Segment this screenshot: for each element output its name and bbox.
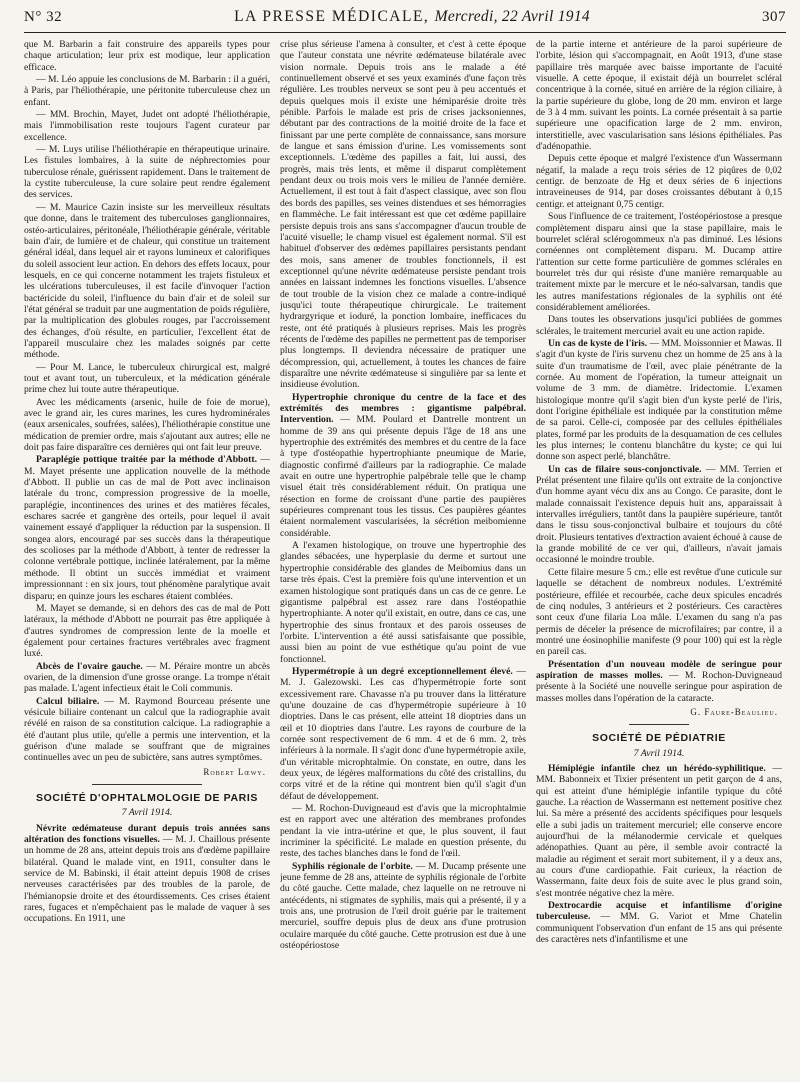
page-number: 307	[761, 9, 786, 25]
column-2	[280, 39, 526, 1079]
paragraph	[24, 696, 270, 764]
paragraph	[24, 823, 270, 925]
paragraph: Depuis cette époque et malgré l'existence d'un Wassermann négatif, la malade a reçu trois séries de 12 piqûres de 0,02 centigr. de benzoate de Hg et deux séries de 6 injections intraveineuses de 914, par doses croissantes débutant à 0,15 centigr. et atteignant 0,75 centigr.	[536, 153, 782, 210]
paragraph: M. Mayet se demande, si en dehors des cas de mal de Pott latéraux, la méthode d'Abbott ne pourrait pas être appliquée à d'autres syndromes de compression lente de la moelle et également pour certaines fractures vertébrales avec fragment luxé.	[24, 602, 270, 660]
paragraph-text: — M. Raymond Bourceau présente une vésicule biliaire contenant un calcul que la radiographie avait révélé en raison de sa constitution calcique. La radiographie a été d'autant plus utile, qu'elle a permis une intervention, et la guérison d'une malade se souffrant que de migraines continuelles avec un peu de subictère, sans autres symptômes.	[24, 695, 270, 764]
subsection-heading: Hypermétropie à un degré exceptionnellement élevé.	[292, 665, 513, 677]
paragraph	[536, 763, 782, 899]
subsection-heading: Dextrocardie acquise et infantilisme d'origine tuberculeuse.	[536, 900, 782, 923]
paragraph: Cette filaire mesure 5 cm.; elle est revêtue d'une cuticule sur laquelle se détachent de nombreux nodules. L'extrémité postérieure, effilée et recourbée, cache deux spicules encadrés de cinq nodules, 3 antérieurs et 2 postérieurs. Ces caractères sont ceux d'une filaria Loa mâle. L'examen du sang n'a pas permis de déceler la présence de microfilaires; par contre, il a montré une éosinophilie manifeste (9 pour 100) qui est la règle en pareil cas.	[536, 566, 782, 658]
subsection-heading: Calcul biliaire.	[36, 695, 100, 707]
divider	[92, 784, 202, 785]
paragraph: A l'examen histologique, on trouve une hypertrophie des glandes sébacées, une hyperplasie du derme et surtout une hypertrophie considérable des glandes de Meibomius dans un tarse très épais. C'est la première fois qu'une intervention et un examen histologique sont pratiqués dans un cas de ce genre. Le gigantisme palpébral est assez rare dans l'ostéopathie hypertrophiante. A noter qu'il existait, en outre, dans ce cas, une hypertrophie des sinus frontaux et des parois osseuses de l'orbite. L'intervention a été aussi satisfaisante que possible, aussi bien au point de vue esthétique qu'au point de vue fonctionnel.	[280, 540, 526, 665]
paragraph: — MM. Brochin, Mayet, Judet ont adopté l'héliothérapie, mais l'immobilisation reste toujours l'agent curateur par excellence.	[24, 109, 270, 143]
subsection-heading: Abcès de l'ovaire gauche.	[36, 660, 143, 672]
paragraph-text: — M. J. Galezowski. Les cas d'hypermétropie forte sont excessivement rare. Chavasse n'a pu trouver dans la littérature qu'une douzaine de cas d'hypermétropie supérieure à 10 dioptries. Dans le cas présent, elle atteint 18 dioptries dans un œil et 10 dioptries dans l'autre. Les rayons de courbure de la cornée sont respectivement de 6 mm. 4 et de 6 mm. 2, très inférieurs à la normale. Il s'agit donc d'une hypermétropie axile, d'un véritable microphtalmie. On constate, en outre, dans les deux yeux, de légères malformations du côté des cristallins, du corps vitré et de la rétine qui montrent bien qu'il s'agit d'un défaut de développement.	[280, 665, 526, 802]
paragraph-text: — M. Ducamp présente une jeune femme de 28 ans, atteinte de syphilis régionale de l'orbite du côté gauche. Cette malade, chez laquelle on ne retrouve ni antécédents, ni stigmates de syphilis, mais qui a présenté, il y a trois ans, une protrusion de l'œil droit guérie par le traitement mercuriel, souffre depuis plus de deux ans d'une protrusion oculaire marquée du côté gauche. Cette protrusion est due à une ostéopériostose	[280, 860, 526, 952]
paragraph: — M. Léo appuie les conclusions de M. Barbarin : il a guéri, à Paris, par l'héliothérapie, une péritonite tuberculeuse chez un enfant.	[24, 74, 270, 108]
paragraph-text: — MM. G. Variot et Mme Chatelin communiquent l'observation d'un enfant de 15 ans qui présente des caractères nets d'infantilisme et une	[536, 911, 782, 946]
paragraph	[536, 464, 782, 566]
subsection-heading: Paraplégie pottique traitée par la méthode d'Abbott.	[36, 454, 257, 466]
subsection-heading: Syphilis régionale de l'orbite.	[292, 860, 413, 872]
paragraph	[536, 659, 782, 704]
issue-number: N° 32	[24, 9, 63, 25]
paragraph: — Pour M. Lance, le tuberculeux chirurgical est, malgré tout et avant tout, un tuberculeux, et la médication générale prime chez lui toute autre thérapeutique.	[24, 361, 270, 396]
paragraph-text: — M. Rochon-Duvigneaud présente à la Société une nouvelle seringue pour aspiration de masses molles dans l'opération de la cataracte.	[536, 669, 782, 704]
paragraph-text: — M. Péraire montre un abcès ovarien, de la dimension d'une grosse orange. La trompe n'était pas malade. L'agent infectieux était le Coli communis.	[24, 660, 270, 695]
paragraph: Avec les médicaments (arsenic, huile de foie de morue), avec le grand air, les cures marines, les cures hydrominérales (eaux arsenicales, soufrées, salées), l'héliothérapie constitue une médication de premier ordre, mais s'ajoutant aux autres; elle ne doit pas faire disparaître ces dernières qui ont fait leur preuve.	[24, 396, 270, 454]
divider	[629, 724, 689, 725]
paragraph-text: — MM. Terrien et Prélat présentent une filaire qu'ils ont extraite de la conjonctive d'un homme ayant vécu dix ans au Congo. Ce parasite, dont le malade connaissait l'existence depuis huit ans, apparaissait à intervalles irréguliers, tantôt dans la paupière supérieure, tantôt dans le tissu sous-conjonctival bulbaire et toujours du côté droit. Plusieurs tentatives d'extraction avaient échoué à cause de la grande mobilité de ce ver qui, d'ailleurs, n'avait jamais occasionné le moindre trouble.	[536, 463, 782, 566]
paragraph	[280, 861, 526, 952]
section-date: 7 Avril 1914.	[121, 807, 173, 819]
paragraph: que M. Barbarin a fait construire des appareils types pour chaque articulation; leur prix est modique, leur application efficace.	[24, 39, 270, 73]
paragraph-text: — MM. Poulard et Dantrelle montrent un homme de 39 ans qui présente depuis l'âge de 18 ans une hypertrophie des extrémités des membres et du centre de la face à type d'ostéopathie hypertrophiante pneumique de Marie, diagnostic confirmé d'ailleurs par la radiographie. Ce malade avait en outre une hypertrophie palpébrale telle que le champ visuel était très considérablement réduit. On pratiqua une résection en forme de croissant d'une partie des paupières supérieures comprenant tous les tissus. Ces paupières géantes étaient normalement vascularisées, la sécrétion meibomienne considérable.	[280, 414, 526, 539]
column-1	[24, 39, 270, 1079]
section-date: 7 Avril 1914.	[633, 747, 685, 759]
subsection-heading: Névrite œdémateuse durant depuis trois années sans altération des fonctions visuelles.	[24, 822, 270, 846]
paragraph: Dans toutes les observations jusqu'ici publiées de gommes sclérales, le traitement mercuriel avait eu une action rapide.	[536, 314, 782, 337]
paragraph: — M. Rochon-Duvigneaud est d'avis que la microphtalmie est en rapport avec une altération des membranes profondes pendant la vie intra-utérine et que, le plus souvent, il faut incriminer la spécificité. Le malade en question présente, du reste, des taches blanches dans le fond de l'œil.	[280, 803, 526, 860]
paragraph-text: — M. J. Chaillous présente un homme de 28 ans, atteint depuis trois ans d'œdème papillaire bilatéral. Quand le malade vint, en 1911, consulter dans le service de M. Babinski, il était atteint depuis 1908 de crises nerveuses caractérisées par des troubles de la parole, de l'hémianopsie droite et des étourdissements. Ces crises étaient rares, fugaces et n'empêchaient pas le malade de vaquer à ses occupations. En 1911, une	[24, 834, 270, 925]
author-signature: Robert Lœwy.	[203, 766, 266, 777]
subsection-heading: Hypertrophie chronique du centre de la face et des extrémités des membres : gigantisme palpébral. Intervention.	[280, 391, 526, 426]
subsection-heading: Présentation d'un nouveau modèle de seringue pour aspiration de masses molles.	[536, 658, 782, 681]
paragraph-text: — MM. Babonneix et Tixier présentent un petit garçon de 4 ans, qui est atteint d'une hémiplégie infantile typique du côté gauche. La réaction de Wassermann est nettement positive chez lui. Sa mère a présenté des accidents spécifiques pour lesquels elle a subi jadis un traitement mercuriel; elle conserve encore aujourd'hui de la mélanodermie cervicale et quelques adénopathies. Quant au père, il semble avoir contracté la maladie au régiment et serait mort subitement, il y a deux ans, au cours d'une cardiopathie. Fait curieux, la réaction de Wassermann, faite deux fois de suite avec le plus grand soin, s'est montrée négative chez la mère.	[536, 762, 782, 899]
issue-date: Mercredi, 22 Avril 1914	[434, 8, 590, 25]
paragraph: de la partie interne et antérieure de la paroi supérieure de l'orbite, lésion qui s'accompagnait, en Août 1913, d'une stase papillaire très marquée avec baisse importante de l'acuité visuelle. A cette époque, il existait déjà un bourrelet scléral concentrique à la cornée, situé en arrière de la région ciliaire, à la partie supérieure du globe, long de 20 mm. environ et large de 3 à 4 mm. suivant les points. La cornée présentait à sa partie supérieure une opacification large de 2 mm. environ, interstitielle, avec vascularisation sans lésions épithéliales. Pas d'adénopathie.	[536, 39, 782, 153]
paragraph-text: — MM. Moissonnier et Mawas. Il s'agit d'un kyste de l'iris survenu chez un homme de 25 ans à la suite d'un traumatisme de l'œil, avec plaie pénétrante de la cornée. Au moment de l'opération, la tumeur atteignait un volume de 3 mm. de diamètre. Iridectomie. L'examen histologique montre qu'il s'agit bien d'un kyste perlé de l'iris, dont l'origine épithéliale est indiquée par la constitution même de sa paroi. Celle-ci, composée par des cellules épithéliales plates, formé par les produits de la desquamation de ces cellules les plus internes; le contenu blanchâtre du kyste; ce qui lui donne son aspect perlé, blanchâtre.	[536, 337, 782, 463]
column-3	[536, 39, 782, 1079]
section-heading: SOCIÉTÉ DE PÉDIATRIE	[592, 732, 726, 745]
subsection-heading: Un cas de kyste de l'iris.	[548, 337, 648, 349]
journal-title-line	[234, 8, 590, 26]
section-heading: SOCIÉTÉ D'OPHTALMOLOGIE DE PARIS	[36, 792, 258, 804]
subsection-heading: Un cas de filaire sous-conjonctivale.	[548, 463, 702, 475]
paragraph	[536, 900, 782, 945]
paragraph: — M. Maurice Cazin insiste sur les merveilleux résultats que donne, dans le traitement des tuberculoses ganglionnaires, ostéo-articulaires, péritonéale, l'héliothérapie générale, véritable bain d'air, de lumière et de chaleur, qui constitue un traitement général idéal, dans lequel air et rayons lumineux et calorifiques du soleil associent leur action. En dehors des effets locaux, pour lesquels, en ce qui concerne notamment les trajets fistuleux et les ulcérations tuberculeuses, il est facile d'invoquer l'action bactéricide du soleil, l'influence du bain d'air et de soleil sur l'état général se traduit par une augmentation de poids régulière, par la multiplication des globules rouges, par l'accroissement des échanges, d'où résulte, en particulier, l'excellent état de l'appareil musculaire chez les malades soignés par cette méthode.	[24, 201, 270, 361]
paragraph	[536, 338, 782, 463]
paragraph	[280, 666, 526, 802]
paragraph-text: — M. Mayet présente une application nouvelle de la méthode d'Abbott. Il publie un cas de mal de Pott avec inclinaison latérale du tronc, compression progressive de la moelle, paraplégie, incontinences des urines et des matières fécales, eschares sacrée et gangrène des orteils, pour lequel il avait vainement essayé d'appliquer la réduction par la suspension. Il songea alors, encouragé par ses succès dans la thérapeutique des scolioses par la méthode d'Abbott, à tenter de redresser la colonne vertébrale pottique, inclinée latéralement, par la même méthode. Il obtint un succès immédiat et vraiment impressionnant : en six jours, tout phénomène paralytique avait disparu; en quinze jours les eschares étaient comblées.	[24, 454, 270, 602]
subsection-heading: Hémiplégie infantile chez un hérédo-syphilitique.	[548, 762, 766, 774]
paragraph: crise plus sérieuse l'amena à consulter, et c'est à cette époque que l'auteur constata une névrite œdémateuse bilatérale avec vision normale. Depuis trois ans le malade a été continuellement observé et ses yeux examinés d'une façon très régulière. Les troubles nerveux se sont peu à peu accentués et depuis quelques mois il existe une hémiparésie droite très pénible. Parfois le malade est pris de crises jacksoniennes, débutant par des contractions de la moitié droite de la face et finissant par une perte complète de connaissance, sans morsure de langue et sans émission d'urine. Les vomissements sont exceptionnels. L'œdème des papilles a fait, lui aussi, des progrès, mais très lents, et même il disparut complètement pendant deux ou trois mois vers le milieu de l'année dernière. Actuellement, il est tout à fait d'aspect classique, avec son flou des bords des papilles, ses veines distendues et ses hémorragies en flammèche. Le fait intéressant est que cet œdème papillaire persiste depuis trois ans sans s'accompagner d'aucun trouble de l'acuité visuelle; le champ visuel est également normal. S'il est habituel d'observer des œdèmes papillaires persistants pendant des mois, sans amener de troubles fonctionnels, il est exceptionnel qu'une névrite œdémateuse persiste pendant trois années en laissant indemnes les fonctions visuelles. L'absence de tout trouble de la vision chez ce malade a contre-indiqué jusqu'ici toute thérapeutique chirurgicale. Le traitement hydrargyrique et ioduré, la ponction lombaire, inefficaces du reste, ont été pratiqués à plusieurs reprises. Mais les progrès récents de l'œdème des papilles ne permettent pas de temporiser plus longtemps. Il deviendra nécessaire de pratiquer une décompression, qui, actuellement, à toutes les chances de faire disparaître une névrite œdémateuse si singulière par sa lente et insidieuse évolution.	[280, 39, 526, 391]
paragraph: — M. Luys utilise l'héliothérapie en thérapeutique urinaire. Les fistules lombaires, à la suite de néphrectomies pour tuberculose rénale, guérissent rapidement. Dans le traitement de la cystite tuberculeuse, la cure solaire peut rendre également des services.	[24, 144, 270, 201]
paragraph	[24, 661, 270, 695]
page-header	[24, 8, 786, 33]
paragraph: Sous l'influence de ce traitement, l'ostéopériostose a presque complètement disparu ainsi que la stase papillaire, mais le bourrelet scléral sclérogommeux n'a pas diminué. Les lésions cornéennes ont complètement disparu. M. Ducamp attire l'attention sur cette forme particulière de gommes sclérales en bourrelet très dur qui résiste d'une manière remarquable au traitement mixte par le mercure et le néo-salvarsan, tandis que les autres manifestations régionales de la syphilis ont été considérablement améliorées.	[536, 211, 782, 313]
paragraph	[280, 392, 526, 539]
text-columns	[24, 39, 786, 1079]
journal-title: LA PRESSE MÉDICALE,	[234, 8, 430, 25]
author-signature: G. Faure-Beaulieu.	[690, 706, 778, 717]
paragraph	[24, 454, 270, 601]
